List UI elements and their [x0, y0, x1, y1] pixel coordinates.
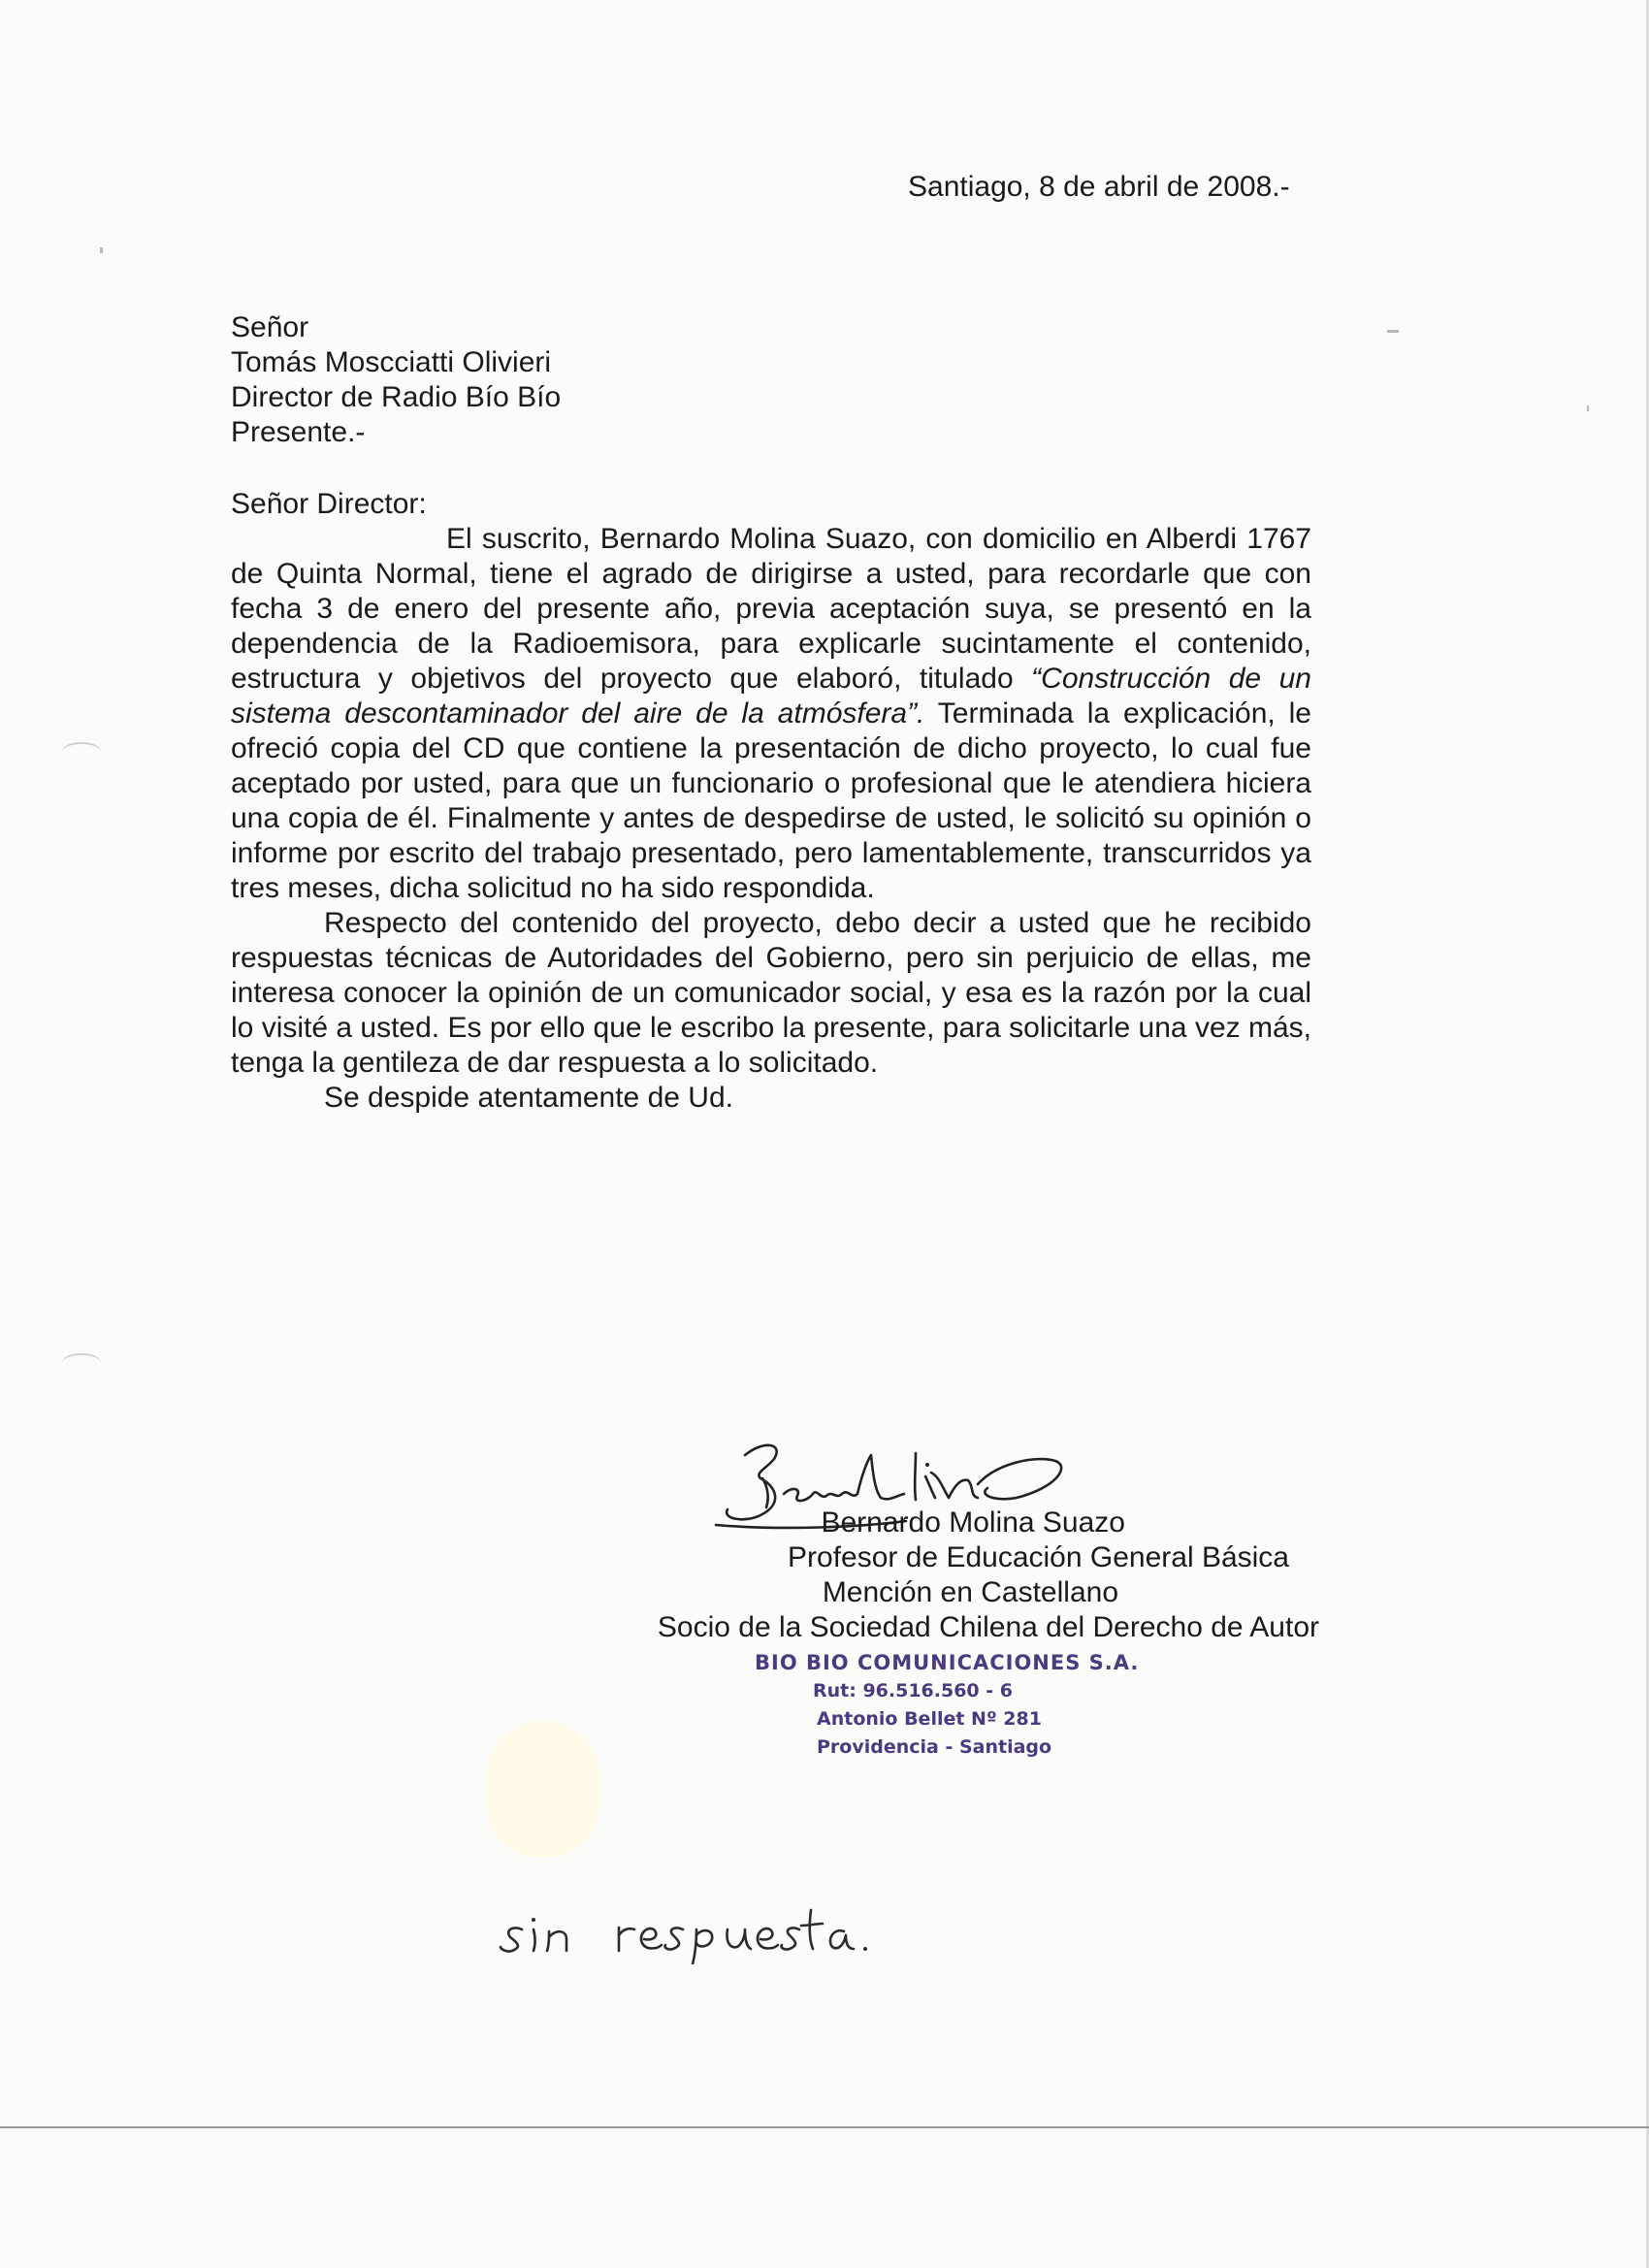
received-stamp [755, 1649, 1143, 1762]
scan-speck [100, 247, 103, 253]
stamp-company: BIO BIO COMUNICACIONES S.A. [755, 1651, 1140, 1674]
project-title: “Construcción de un sistema descontaminador del aire de la atmósfera”. [231, 663, 1311, 729]
stamp-city: Providencia - Santiago [817, 1736, 1052, 1758]
addressee-line: Señor [231, 311, 309, 343]
letter-body [231, 522, 1311, 1116]
addressee-line: Director de Radio Bío Bío [231, 381, 562, 413]
salutation: Señor Director: [231, 488, 427, 520]
stamp-address: Antonio Bellet Nº 281 [817, 1708, 1042, 1730]
scan-edge-bottom [0, 2126, 1649, 2128]
paragraph-1-start: El suscrito, Bernardo Molina Suazo, con domicilio en Alberdi 1767 de Quinta Normal, tiene el agrado de dirigirse a usted, para recordarle que con fecha 3 de enero del presente año, previa aceptación suya, se presentó en la dependencia de la Radioemisora, para explicarle sucintamente el contenido, estructura y objetivos del proyecto que elaboró, titulado [231, 523, 1311, 695]
scan-speck [1587, 405, 1589, 411]
signature-dot [925, 1463, 929, 1467]
scan-speck [1387, 330, 1399, 333]
paragraph-1-end: Terminada la explicación, le ofreció copia del CD que contiene la presentación de dicho proyecto, lo cual fue aceptado por usted, para que un funcionario o profesional que le atendiera hiciera una copia de él. Finalmente y antes de despedirse de usted, le solicitó su opinión o informe por escrito del trabajo presentado, pero lamentablemente, transcurridos ya tres meses, dicha solicitud no ha sido respondida. [231, 697, 1311, 904]
signer-title: Profesor de Educación General Básica [788, 1541, 1289, 1573]
closing-line: Se despide atentamente de Ud. [324, 1082, 733, 1114]
stamp-rut: Rut: 96.516.560 - 6 [813, 1680, 1013, 1701]
note-dot [532, 1918, 535, 1922]
handwritten-note-text: sin respuesta. [493, 1887, 500, 1888]
addressee-line: Presente.- [231, 416, 366, 448]
letter-date: Santiago, 8 de abril de 2008.- [908, 171, 1290, 203]
signer-name: Bernardo Molina Suazo [821, 1507, 1125, 1539]
paragraph-1 [231, 522, 1311, 906]
signer-specialty: Mención en Castellano [822, 1576, 1118, 1608]
note-period [863, 1947, 867, 1951]
addressee-block [231, 310, 561, 450]
scan-smudge [62, 1353, 101, 1373]
addressee-line: Tomás Moscciatti Olivieri [231, 346, 552, 378]
paper-stain [485, 1722, 601, 1858]
paragraph-2: Respecto del contenido del proyecto, debo decir a usted que he recibido respuestas técnicas de Autoridades del Gobierno, pero sin perjuicio de ellas, me interesa conocer la opinión de un comunicador social, y esa es la razón por la cual lo visité a usted. Es por ello que le escribo la presente, para solicitarle una vez más, tenga la gentileza de dar respuesta a lo solicitado. [231, 907, 1311, 1079]
scan-smudge [62, 742, 101, 761]
handwritten-note-sin-respuesta [493, 1887, 900, 1964]
signer-membership: Socio de la Sociedad Chilena del Derecho de Autor [657, 1611, 1319, 1643]
